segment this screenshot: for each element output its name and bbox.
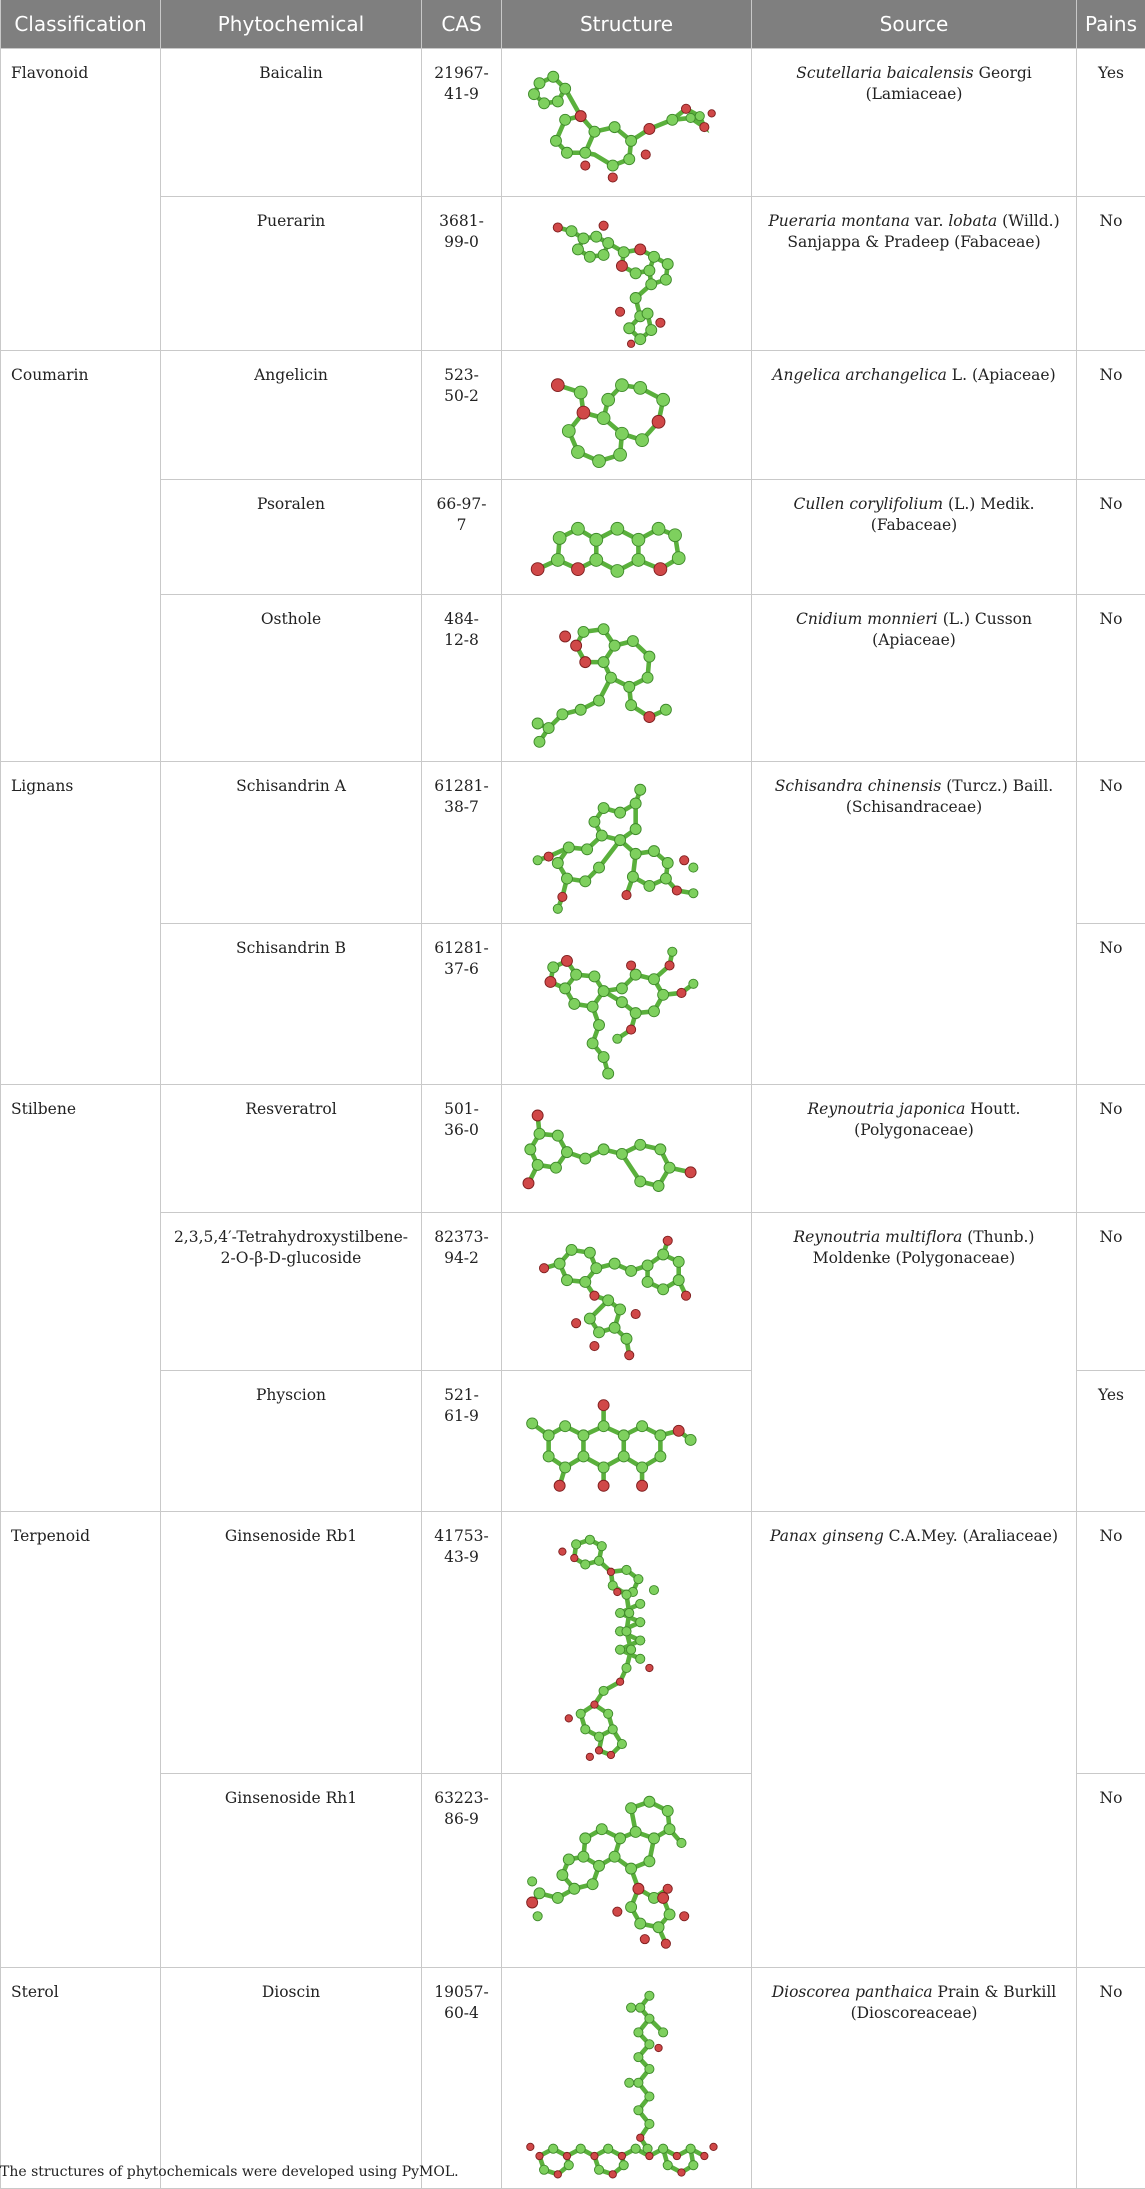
species-name: Reynoutria japonica (808, 1100, 966, 1118)
puerarin-structure-image (512, 211, 741, 350)
structure-cell (502, 479, 752, 595)
pains-value: No (1077, 196, 1145, 350)
structure-cell (502, 1213, 752, 1371)
source-cell (752, 49, 1077, 197)
phytochemical-name: Physcion (161, 1371, 422, 1511)
table-row (1, 1084, 1145, 1213)
phytochemical-name: 2,3,5,4′-Tetrahydroxystilbene-2-O-β-D-glucoside (161, 1213, 422, 1371)
pains-value: Yes (1077, 1371, 1145, 1511)
species-name: Pueraria montana (768, 212, 909, 230)
thsg-structure-image (512, 1227, 741, 1370)
table-row (1, 762, 1145, 924)
psoralen-structure-image (512, 494, 741, 595)
table-row (1, 479, 1145, 595)
cas-number: 19057-60-4 (422, 1967, 502, 2188)
source-cell (752, 351, 1077, 480)
table-row (1, 49, 1145, 197)
source-cell: Pueraria montana var. lobata (Willd.) Sanjappa & Pradeep (Fabaceae) (752, 196, 1077, 350)
phytochemical-name: Baicalin (161, 49, 422, 197)
table-row (1, 1213, 1145, 1371)
structure-cell (502, 1371, 752, 1511)
source-authority: Houtt. (Polygonaceae) (854, 1100, 1020, 1139)
classification-cell: Flavonoid (1, 49, 161, 351)
species-name: Dioscorea panthaica (772, 1983, 933, 2001)
pains-value: No (1077, 923, 1145, 1084)
schisandrin-b-structure-image (512, 938, 741, 1084)
source-authority: (L.) Medik. (Fabaceae) (871, 495, 1035, 534)
structure-cell (502, 1084, 752, 1213)
cas-number: 63223-86-9 (422, 1773, 502, 1967)
pains-value: No (1077, 1213, 1145, 1371)
cas-number: 61281-37-6 (422, 923, 502, 1084)
source-authority: Georgi (Lamiaceae) (866, 64, 1032, 103)
cas-number: 501-36-0 (422, 1084, 502, 1213)
header-phytochemical: Phytochemical (161, 0, 422, 49)
schisandrin-a-structure-image (512, 776, 741, 923)
cas-number: 82373-94-2 (422, 1213, 502, 1371)
cas-number: 61281-38-7 (422, 762, 502, 924)
baicalin-structure-image (512, 63, 741, 196)
source-authority: (L.) Cusson (Apiaceae) (872, 610, 1032, 649)
osthole-structure-image (512, 609, 741, 761)
source-authority: Prain & Burkill (Dioscoreaceae) (851, 1983, 1057, 2022)
structure-cell (502, 351, 752, 480)
table-footnote: The structures of phytochemicals were developed using PyMOL. (0, 2164, 459, 2180)
cas-number: 66-97-7 (422, 479, 502, 595)
source-cell (752, 1511, 1077, 1967)
cas-number: 523-50-2 (422, 351, 502, 480)
header-source: Source (752, 0, 1077, 49)
source-authority: L. (Apiaceae) (947, 366, 1056, 384)
phytochemical-name: Ginsenoside Rh1 (161, 1773, 422, 1967)
phytochemical-name: Ginsenoside Rb1 (161, 1511, 422, 1773)
angelicin-structure-image (512, 365, 741, 479)
source-cell (752, 595, 1077, 762)
header-structure: Structure (502, 0, 752, 49)
structure-cell (502, 762, 752, 924)
source-authority: (Turcz.) Baill. (Schisandraceae) (846, 777, 1053, 816)
classification-cell: Terpenoid (1, 1511, 161, 1967)
structure-cell (502, 595, 752, 762)
source-cell (752, 479, 1077, 595)
pains-value: No (1077, 1511, 1145, 1773)
cas-number: 521-61-9 (422, 1371, 502, 1511)
variety-name: lobata (948, 212, 997, 230)
classification-cell: Lignans (1, 762, 161, 1084)
source-authority: (Thunb.) Moldenke (Polygonaceae) (813, 1228, 1035, 1267)
pains-value: No (1077, 351, 1145, 480)
source-authority: (Willd.) Sanjappa & Pradeep (Fabaceae) (787, 212, 1059, 251)
pains-value: No (1077, 1967, 1145, 2188)
structure-cell (502, 1511, 752, 1773)
table-row (1, 196, 1145, 350)
species-name: Reynoutria multiflora (794, 1228, 963, 1246)
phytochemical-name: Schisandrin B (161, 923, 422, 1084)
species-name: Angelica archangelica (772, 366, 947, 384)
table-row (1, 351, 1145, 480)
species-name: Panax ginseng (770, 1527, 884, 1545)
source-cell (752, 1084, 1077, 1213)
species-name: Schisandra chinensis (775, 777, 942, 795)
pains-value: Yes (1077, 49, 1145, 197)
resveratrol-structure-image (512, 1099, 741, 1213)
cas-number: 3681-99-0 (422, 196, 502, 350)
table-row (1, 1511, 1145, 1773)
pains-value: No (1077, 762, 1145, 924)
header-cas: CAS (422, 0, 502, 49)
phytochemical-name: Angelicin (161, 351, 422, 480)
species-name: Cullen corylifolium (793, 495, 943, 513)
physcion-structure-image (512, 1385, 741, 1510)
table-row (1, 595, 1145, 762)
pains-value: No (1077, 479, 1145, 595)
cas-number: 41753-43-9 (422, 1511, 502, 1773)
dioscin-structure-image (512, 1982, 741, 2184)
header-pains: Pains (1077, 0, 1145, 49)
structure-cell (502, 1967, 752, 2188)
pains-value: No (1077, 1084, 1145, 1213)
table-row (1, 1967, 1145, 2188)
pains-value: No (1077, 595, 1145, 762)
source-cell (752, 1213, 1077, 1511)
cas-number: 484-12-8 (422, 595, 502, 762)
phytochemical-name: Resveratrol (161, 1084, 422, 1213)
structure-cell (502, 49, 752, 197)
phytochemical-name: Schisandrin A (161, 762, 422, 924)
classification-cell: Stilbene (1, 1084, 161, 1511)
phytochemical-name: Psoralen (161, 479, 422, 595)
phytochemical-name: Dioscin (161, 1967, 422, 2188)
ginsenoside-rh1-structure-image (512, 1788, 741, 1966)
pains-value: No (1077, 1773, 1145, 1967)
source-cell (752, 1967, 1077, 2188)
source-cell (752, 762, 1077, 1084)
header-classification: Classification (1, 0, 161, 49)
species-name: Cnidium monnieri (796, 610, 938, 628)
phytochemical-name: Osthole (161, 595, 422, 762)
source-authority: C.A.Mey. (Araliaceae) (884, 1527, 1058, 1545)
cas-number: 21967-41-9 (422, 49, 502, 197)
ginsenoside-rb1-structure-image (512, 1526, 741, 1766)
phytochemical-name: Puerarin (161, 196, 422, 350)
classification-cell: Sterol (1, 1967, 161, 2188)
structure-cell (502, 196, 752, 350)
structure-cell (502, 1773, 752, 1967)
table-header-row (1, 0, 1145, 49)
species-name: Scutellaria baicalensis (796, 64, 973, 82)
structure-cell (502, 923, 752, 1084)
classification-cell: Coumarin (1, 351, 161, 762)
